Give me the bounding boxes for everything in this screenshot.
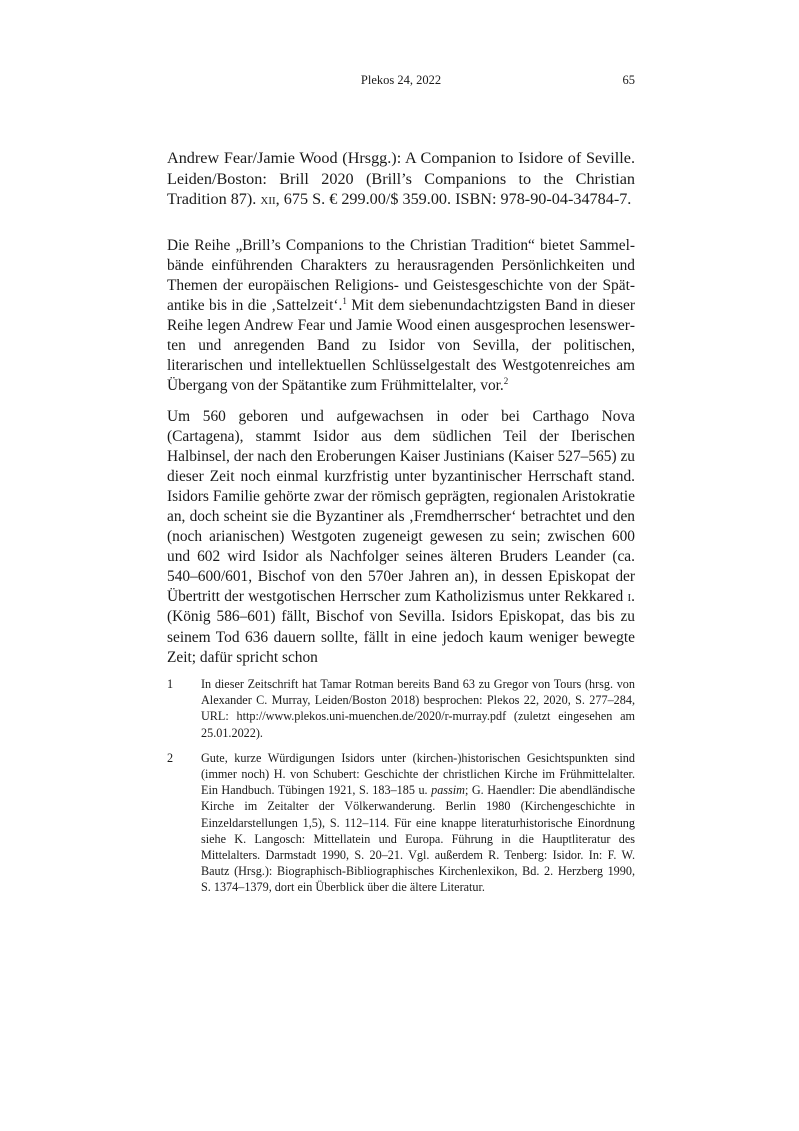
- citation-text-rest: , 675 S. € 299.00/$ 359.00. ISBN: 978-90-04-34784-7.: [275, 190, 632, 209]
- footnote-1: [167, 676, 635, 741]
- roman-numeral: i: [627, 588, 632, 606]
- footnote-text: In dieser Zeitschrift hat Tamar Rotman bereits Band 63 zu Gregor von Tours (hrsg. von Alexander C. Murray, Leiden/Boston 2018) besprochen: Plekos 22, 2020, S. 277–284, URL: http://www.plekos.uni-muenchen.de/2020/r-murray.pdf (zuletzt eingesehen am 25.01.2022).: [201, 677, 635, 740]
- page-number: 65: [622, 73, 635, 87]
- footnote-2: [167, 750, 635, 896]
- page-body: [167, 148, 635, 668]
- footnote-text: [201, 750, 635, 896]
- footnote-ref-2[interactable]: 2: [503, 376, 509, 387]
- citation-text: Andrew Fear/Jamie Wood (Hrsgg.): A Companion to Isidore of Seville. Leiden/Boston: Brill 2020 (Brill’s Companions to the Christian Tradition 87).: [167, 149, 635, 209]
- paragraph-text-cont: . (König 586–601) fällt, Bischof von Sevilla. Isidors Episkopat, das bis zu seinem Tod 636 dauern sollte, fällt in eine jedoch kaum weniger bewegte Zeit; dafür spricht schon: [167, 588, 635, 666]
- book-citation: [167, 148, 635, 210]
- footnotes: [167, 676, 635, 896]
- running-header: [167, 73, 635, 93]
- footnote-text-part: ; G. Haendler: Die abendländische Kirche im Zeitalter der Völkerwanderung. Berlin 1980 (Kirchengeschichte in Einzeldarstellungen 1,5), S. 112–114. Für eine knappe literaturhistorische Einordnung siehe K. Langosch: Mittellatein und Europa. Führung in die Hauptliteratur des Mittelalters. Darmstadt 1990, S. 20–21. Vgl. außerdem R. Tenberg: Isidor. In: F. W. Bautz (Hrsg.): Biographisch-Bibliographisches Kirchenlexikon, Bd. 2. Herzberg 1990, S. 1374–1379, dort ein Überblick über die ältere Literatur.: [201, 783, 635, 895]
- footnote-text-part: Gute, kurze Würdigungen Isidors unter (kirchen-)historischen Gesichtspunkten sind (immer noch) H. von Schubert: Geschichte der christlichen Kirche im Frühmittelalter. Ein Handbuch. Tübingen 1921, S. 183–185 u.: [201, 750, 635, 798]
- journal-title: Plekos 24, 2022: [360, 73, 442, 87]
- footnote-number: 1: [167, 677, 174, 691]
- footnote-number: 2: [167, 750, 174, 765]
- paragraph-text: Die Reihe „Brill’s Companions to the Christian Tradition“ bietet Sammelbände einführenden Charakters zu herausragenden Persönlichkeiten und Themen der europäischen Religions- und Geistesgeschichte von der Spätantike bis in die ‚Sattelzeit‘.: [167, 236, 635, 315]
- review-paragraph-2: [167, 407, 635, 668]
- footnote-ref-1[interactable]: 1: [342, 296, 347, 307]
- paragraph-text: Um 560 geboren und aufgewachsen in oder bei Carthago Nova (Cartagena), stammt Isidor aus dem südlichen Teil der Iberischen Halbinsel, der nach den Eroberungen Kaiser Justinians (Kaiser 527–565) zu dieser Zeit noch einmal kurzfristig unter byzantinischer Herrschaft stand. Isidors Familie gehörte zwar der römisch geprägten, regionalen Aristokratie an, doch scheint sie die Byzantiner als ‚Fremdherrscher‘ betrachtet und den (noch arianischen) Westgoten zugeneigt gewesen zu sein; zwischen 600 und 602 wird Isidor als Nachfolger seines älteren Bruders Leander (ca. 540–600/601, Bischof von den 570er Jahren an), in dessen Episkopat der Übertritt der westgotischen Herrscher zum Katholizismus unter Rekkared: [167, 407, 635, 606]
- citation-roman-pages: xii: [260, 190, 276, 209]
- footnote-italic: passim: [431, 783, 465, 798]
- paragraph-text-cont: Mit dem siebenundachtzigsten Band in dieser Reihe legen Andrew Fear und Jamie Wood einen ausgesprochen lesenswerten und anregenden Band zu Isidor von Sevilla, der politischen, literarischen und intellektuellen Schlüsselgestalt des Westgotenreiches am Übergang von der Spätantike zum Frühmittelalter, vor.: [167, 297, 635, 395]
- review-paragraph-1: [167, 236, 635, 397]
